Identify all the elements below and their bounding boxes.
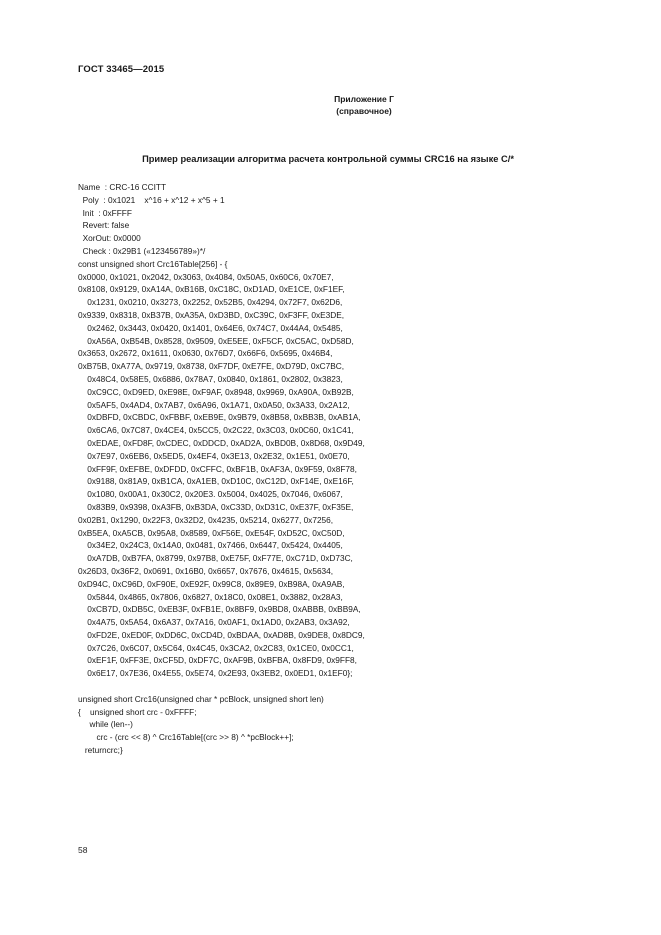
code-line: Init : 0xFFFF [78,207,132,218]
code-line: 0xEDAE, 0xFD8F, 0xCDEC, 0xDDCD, 0xAD2A, 0xBD0B, 0x8D68, 0x9D49, [78,437,365,448]
code-line: 0x7C26, 0x6C07, 0x5C64, 0x4C45, 0x3CA2, 0x2C83, 0x1CE0, 0x0CC1, [78,642,354,653]
code-line: 0xB5EA, 0xA5CB, 0x95A8, 0x8589, 0xF56E, 0xE54F, 0xD52C, 0xC50D, [78,527,345,538]
code-line: returncrc;} [78,745,123,756]
code-line: 0xA7DB, 0xB7FA, 0x8799, 0x97B8, 0xE75F, 0xF77E, 0xC71D, 0xD73C, [78,553,353,564]
code-line: 0xEF1F, 0xFF3E, 0xCF5D, 0xDF7C, 0xAF9B, 0xBFBA, 0x8FD9, 0x9FF8, [78,655,357,666]
code-line: 0x7E97, 0x6EB6, 0x5ED5, 0x4EF4, 0x3E13, 0x2E32, 0x1E51, 0x0E70, [78,450,350,461]
code-line: 0xDBFD, 0xCBDC, 0xFBBF, 0xEB9E, 0x9B79, 0x8B58, 0xBB3B, 0xAB1A, [78,412,361,423]
appendix-heading [300,93,428,117]
code-line: 0xFD2E, 0xED0F, 0xDD6C, 0xCD4D, 0xBDAA, 0xAD8B, 0x9DE8, 0x8DC9, [78,629,365,640]
code-line: Revert: false [78,220,130,231]
code-line: Name : CRC-16 CCITT [78,182,167,192]
code-line: 0xCB7D, 0xDB5C, 0xEB3F, 0xFB1E, 0x8BF9, 0x9BD8, 0xABBB, 0xBB9A, [78,604,361,615]
code-line: 0x83B9, 0x9398, 0xA3FB, 0xB3DA, 0xC33D, 0xD31C, 0xE37F, 0xF35E, [78,501,354,512]
code-line: 0x9339, 0x8318, 0xB37B, 0xA35A, 0xD3BD, 0xC39C, 0xF3FF, 0xE3DE, [78,309,345,320]
appendix-kind: (справочное) [336,106,392,116]
code-line: 0xD94C, 0xC96D, 0xF90E, 0xE92F, 0x99C8, 0x89E9, 0xB98A, 0xA9AB, [78,578,345,589]
code-line: 0x8108, 0x9129, 0xA14A, 0xB16B, 0xC18C, 0xD1AD, 0xE1CE, 0xF1EF, [78,284,345,295]
code-line: 0x5AF5, 0x4AD4, 0x7AB7, 0x6A96, 0x1A71, 0x0A50, 0x3A33, 0x2A12, [78,399,350,410]
section-title: Пример реализации алгоритма расчета контрольной суммы CRC16 на языке С/* [142,154,514,164]
code-line: 0xB75B, 0xA77A, 0x9719, 0x8738, 0xF7DF, 0xE7FE, 0xD79D, 0xC7BC, [78,361,345,372]
code-line: 0x48C4, 0x58E5, 0x6886, 0x78A7, 0x0840, 0x1861, 0x2802, 0x3823, [78,373,343,384]
document-header: ГОСТ 33465—2015 [78,64,165,75]
code-line: 0x26D3, 0x36F2, 0x0691, 0x16B0, 0x6657, 0x7676, 0x4615, 0x5634, [78,565,334,576]
code-line: crc - (crc << 8) ^ Crc16Table[(crc >> 8) ^ *pcBlock++]; [78,732,294,743]
code-line: 0x02B1, 0x1290, 0x22F3, 0x32D2, 0x4235, 0x5214, 0x6277, 0x7256, [78,514,334,525]
code-block-table [78,181,618,680]
code-line: 0x34E2, 0x24C3, 0x14A0, 0x0481, 0x7466, 0x6447, 0x5424, 0x4405, [78,540,343,551]
code-line: XorOut: 0x0000 [78,233,141,244]
code-line: 0xFF9F, 0xEFBE, 0xDFDD, 0xCFFC, 0xBF1B, 0xAF3A, 0x9F59, 0x8F78, [78,463,357,474]
code-line: 0x1080, 0x00A1, 0x30C2, 0x20E3. 0x5004, 0x4025, 0x7046, 0x6067, [78,489,343,500]
code-line: 0x4A75, 0x5A54, 0x6A37, 0x7A16, 0x0AF1, 0x1AD0, 0x2AB3, 0x3A92, [78,617,350,628]
code-line: { unsigned short crc - 0xFFFF; [78,706,197,717]
appendix-title: Приложение Г [334,94,394,104]
code-line: 0x3653, 0x2672, 0x1611, 0x0630, 0x76D7, 0x66F6, 0x5695, 0x46B4, [78,348,333,359]
code-line: 0x0000, 0x1021, 0x2042, 0x3063, 0x4084, 0x50A5, 0x60C6, 0x70E7, [78,271,334,282]
code-spacer [78,680,618,693]
code-line: 0x2462, 0x3443, 0x0420, 0x1401, 0x64E6, 0x74C7, 0x44A4, 0x5485, [78,322,343,333]
code-line: Poly : 0x1021 x^16 + x^12 + x^5 + 1 [78,194,225,205]
code-line: 0x5844, 0x4865, 0x7806, 0x6827, 0x18C0, 0x08E1, 0x3882, 0x28A3, [78,591,343,602]
code-line: const unsigned short Crc16Table[256] - { [78,258,228,269]
code-line: 0x9188, 0x81A9, 0xB1CA, 0xA1EB, 0xD10C, 0xC12D, 0xF14E, 0xE16F, [78,476,354,487]
code-line: 0xA56A, 0xB54B, 0x8528, 0x9509, 0xE5EE, 0xF5CF, 0xC5AC, 0xD58D, [78,335,354,346]
code-line: unsigned short Crc16(unsigned char * pcBlock, unsigned short len) [78,693,324,704]
code-listing [78,181,618,757]
code-line: 0xC9CC, 0xD9ED, 0xE98E, 0xF9AF, 0x8948, 0x9969, 0xA90A, 0xB92B, [78,386,354,397]
code-line: 0x6E17, 0x7E36, 0x4E55, 0x5E74, 0x2E93, 0x3EB2, 0x0ED1, 0x1EF0}; [78,668,353,679]
code-line: 0x1231, 0x0210, 0x3273, 0x2252, 0x52B5, 0x4294, 0x72F7, 0x62D6, [78,297,343,308]
code-line: Check : 0x29B1 («123456789»)*/ [78,245,206,256]
code-block-function [78,693,618,757]
page-number: 58 [78,845,88,855]
code-line: while (len--) [78,719,133,730]
code-line: 0x6CA6, 0x7C87, 0x4CE4, 0x5CC5, 0x2C22, 0x3C03, 0x0C60, 0x1C41, [78,425,354,436]
